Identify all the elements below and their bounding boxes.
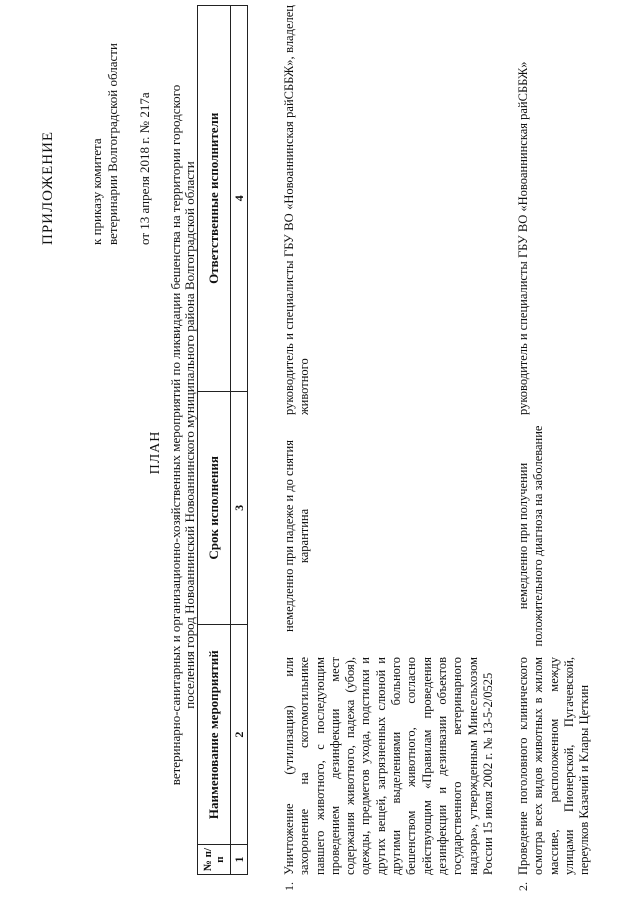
row-2-activity: Проведение поголовного клинического осмотра всех видов животных в жилом массиве, расположенном между улицами Пионерской, Пугачевской, переулков Казачий и Клары Цеткин	[516, 657, 592, 875]
appendix-line-1: к приказу комитета	[89, 138, 104, 245]
plan-table-header	[197, 5, 248, 875]
row-1-activity: Уничтожение (утилизация) или захоронение на скотомогильнике павшего животного, с последующим проведением дезинфекции мест содержания животного, падежа (убоя), одежды, предметов ухода, подстилки и других вещей, загрязненных слюной и другими выделениями больного бешенством животного, согласно действующим «Правилам проведения дезинфекции и дезинвазии объектов государственного ветеринарного надзора», утвержденным Минсельхозом России 15 июля 2002 г. № 13-5-2/0525	[282, 657, 495, 875]
row-1-number: 1.	[282, 882, 296, 891]
row-1-term: немедленно при падеже и до снятия карантина	[282, 440, 312, 632]
column-number-3: 3	[231, 391, 248, 625]
header-responsible: Ответственные исполнители	[198, 6, 231, 392]
column-number-2: 2	[231, 625, 248, 845]
row-2-number: 2.	[516, 882, 530, 891]
column-number-1: 1	[231, 845, 248, 875]
header-number: № п/п	[198, 845, 231, 875]
plan-subtitle-line-1: ветеринарно-санитарных и организационно-хозяйственных мероприятий по ликвидации бешенства на территории городского	[168, 84, 183, 786]
header-activity: Наименование мероприятий	[198, 625, 231, 845]
appendix-date: от 13 апреля 2018 г. № 217а	[137, 92, 152, 245]
plan-subtitle-line-2: поселения город Новоаннинский Новоаннинского муниципального района Волгоградской области	[182, 161, 197, 709]
plan-title: ПЛАН	[148, 430, 163, 475]
row-1-responsible: руководитель и специалисты ГБУ ВО «Новоаннинская райСББЖ», владелец животного	[282, 5, 312, 415]
row-2-responsible: руководитель и специалисты ГБУ ВО «Новоаннинская райСББЖ»	[516, 61, 530, 415]
appendix-line-2: ветеринарии Волгоградской области	[105, 43, 120, 245]
appendix-title: ПРИЛОЖЕНИЕ	[40, 130, 56, 245]
row-2-term: немедленно при получении положительного диагноза на заболевание	[516, 425, 546, 647]
column-number-4: 4	[231, 6, 248, 392]
header-term: Срок исполнения	[198, 391, 231, 625]
